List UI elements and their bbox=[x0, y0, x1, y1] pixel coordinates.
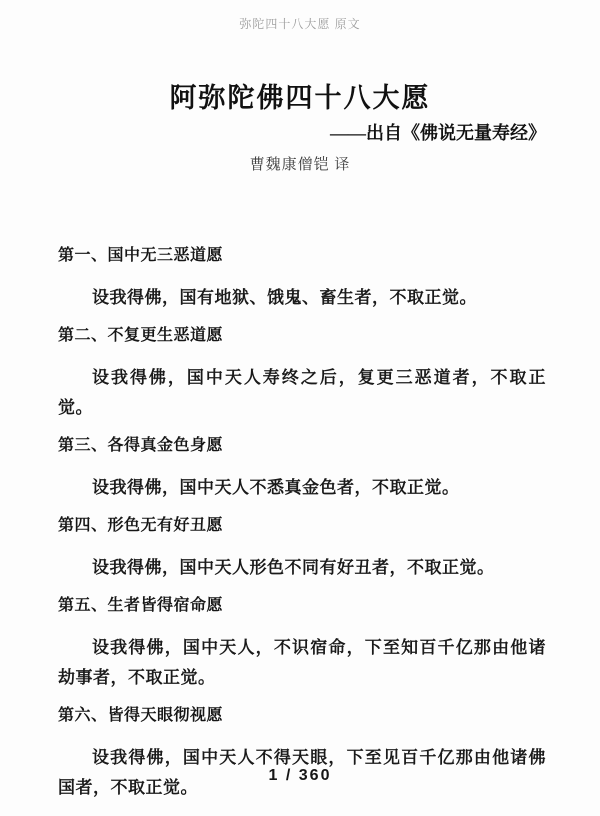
vow-body: 设我得佛，国中天人，不识宿命，下至知百千亿那由他诸劫事者，不取正觉。 bbox=[58, 638, 546, 687]
vow-heading: 第二、不复更生恶道愿 bbox=[58, 327, 224, 344]
vow-body: 设我得佛，国中天人寿终之后，复更三恶道者，不取正觉。 bbox=[58, 368, 546, 417]
vow-list bbox=[58, 246, 546, 816]
vow-body: 设我得佛，国中天人形色不同有好丑者，不取正觉。 bbox=[92, 558, 495, 577]
translator-credit: 曹魏康僧铠 译 bbox=[249, 157, 351, 173]
vow-section-5 bbox=[58, 596, 546, 693]
vow-section-1 bbox=[58, 246, 546, 313]
vow-section-6 bbox=[58, 706, 546, 803]
vow-heading: 第四、形色无有好丑愿 bbox=[58, 517, 224, 534]
vow-section-2 bbox=[58, 326, 546, 423]
vow-heading: 第五、生者皆得宿命愿 bbox=[58, 597, 224, 614]
vow-body: 设我得佛，国有地狱、饿鬼、畜生者，不取正觉。 bbox=[92, 288, 477, 307]
page-indicator: 1 / 360 bbox=[268, 767, 332, 784]
vow-body: 设我得佛，国中天人不得天眼，下至见百千亿那由他诸佛国者，不取正觉。 bbox=[58, 748, 546, 797]
vow-section-3 bbox=[58, 436, 546, 503]
vow-heading: 第六、皆得天眼彻视愿 bbox=[58, 707, 224, 724]
document-title: 阿弥陀佛四十八大愿 bbox=[169, 83, 431, 113]
vow-heading: 第三、各得真金色身愿 bbox=[58, 437, 224, 454]
vow-section-4 bbox=[58, 516, 546, 583]
running-header: 弥陀四十八大愿 原文 bbox=[239, 17, 361, 31]
vow-heading: 第一、国中无三恶道愿 bbox=[58, 247, 224, 264]
vow-body: 设我得佛，国中天人不悉真金色者，不取正觉。 bbox=[92, 478, 460, 497]
document-subtitle: ——出自《佛说无量寿经》 bbox=[330, 123, 546, 143]
